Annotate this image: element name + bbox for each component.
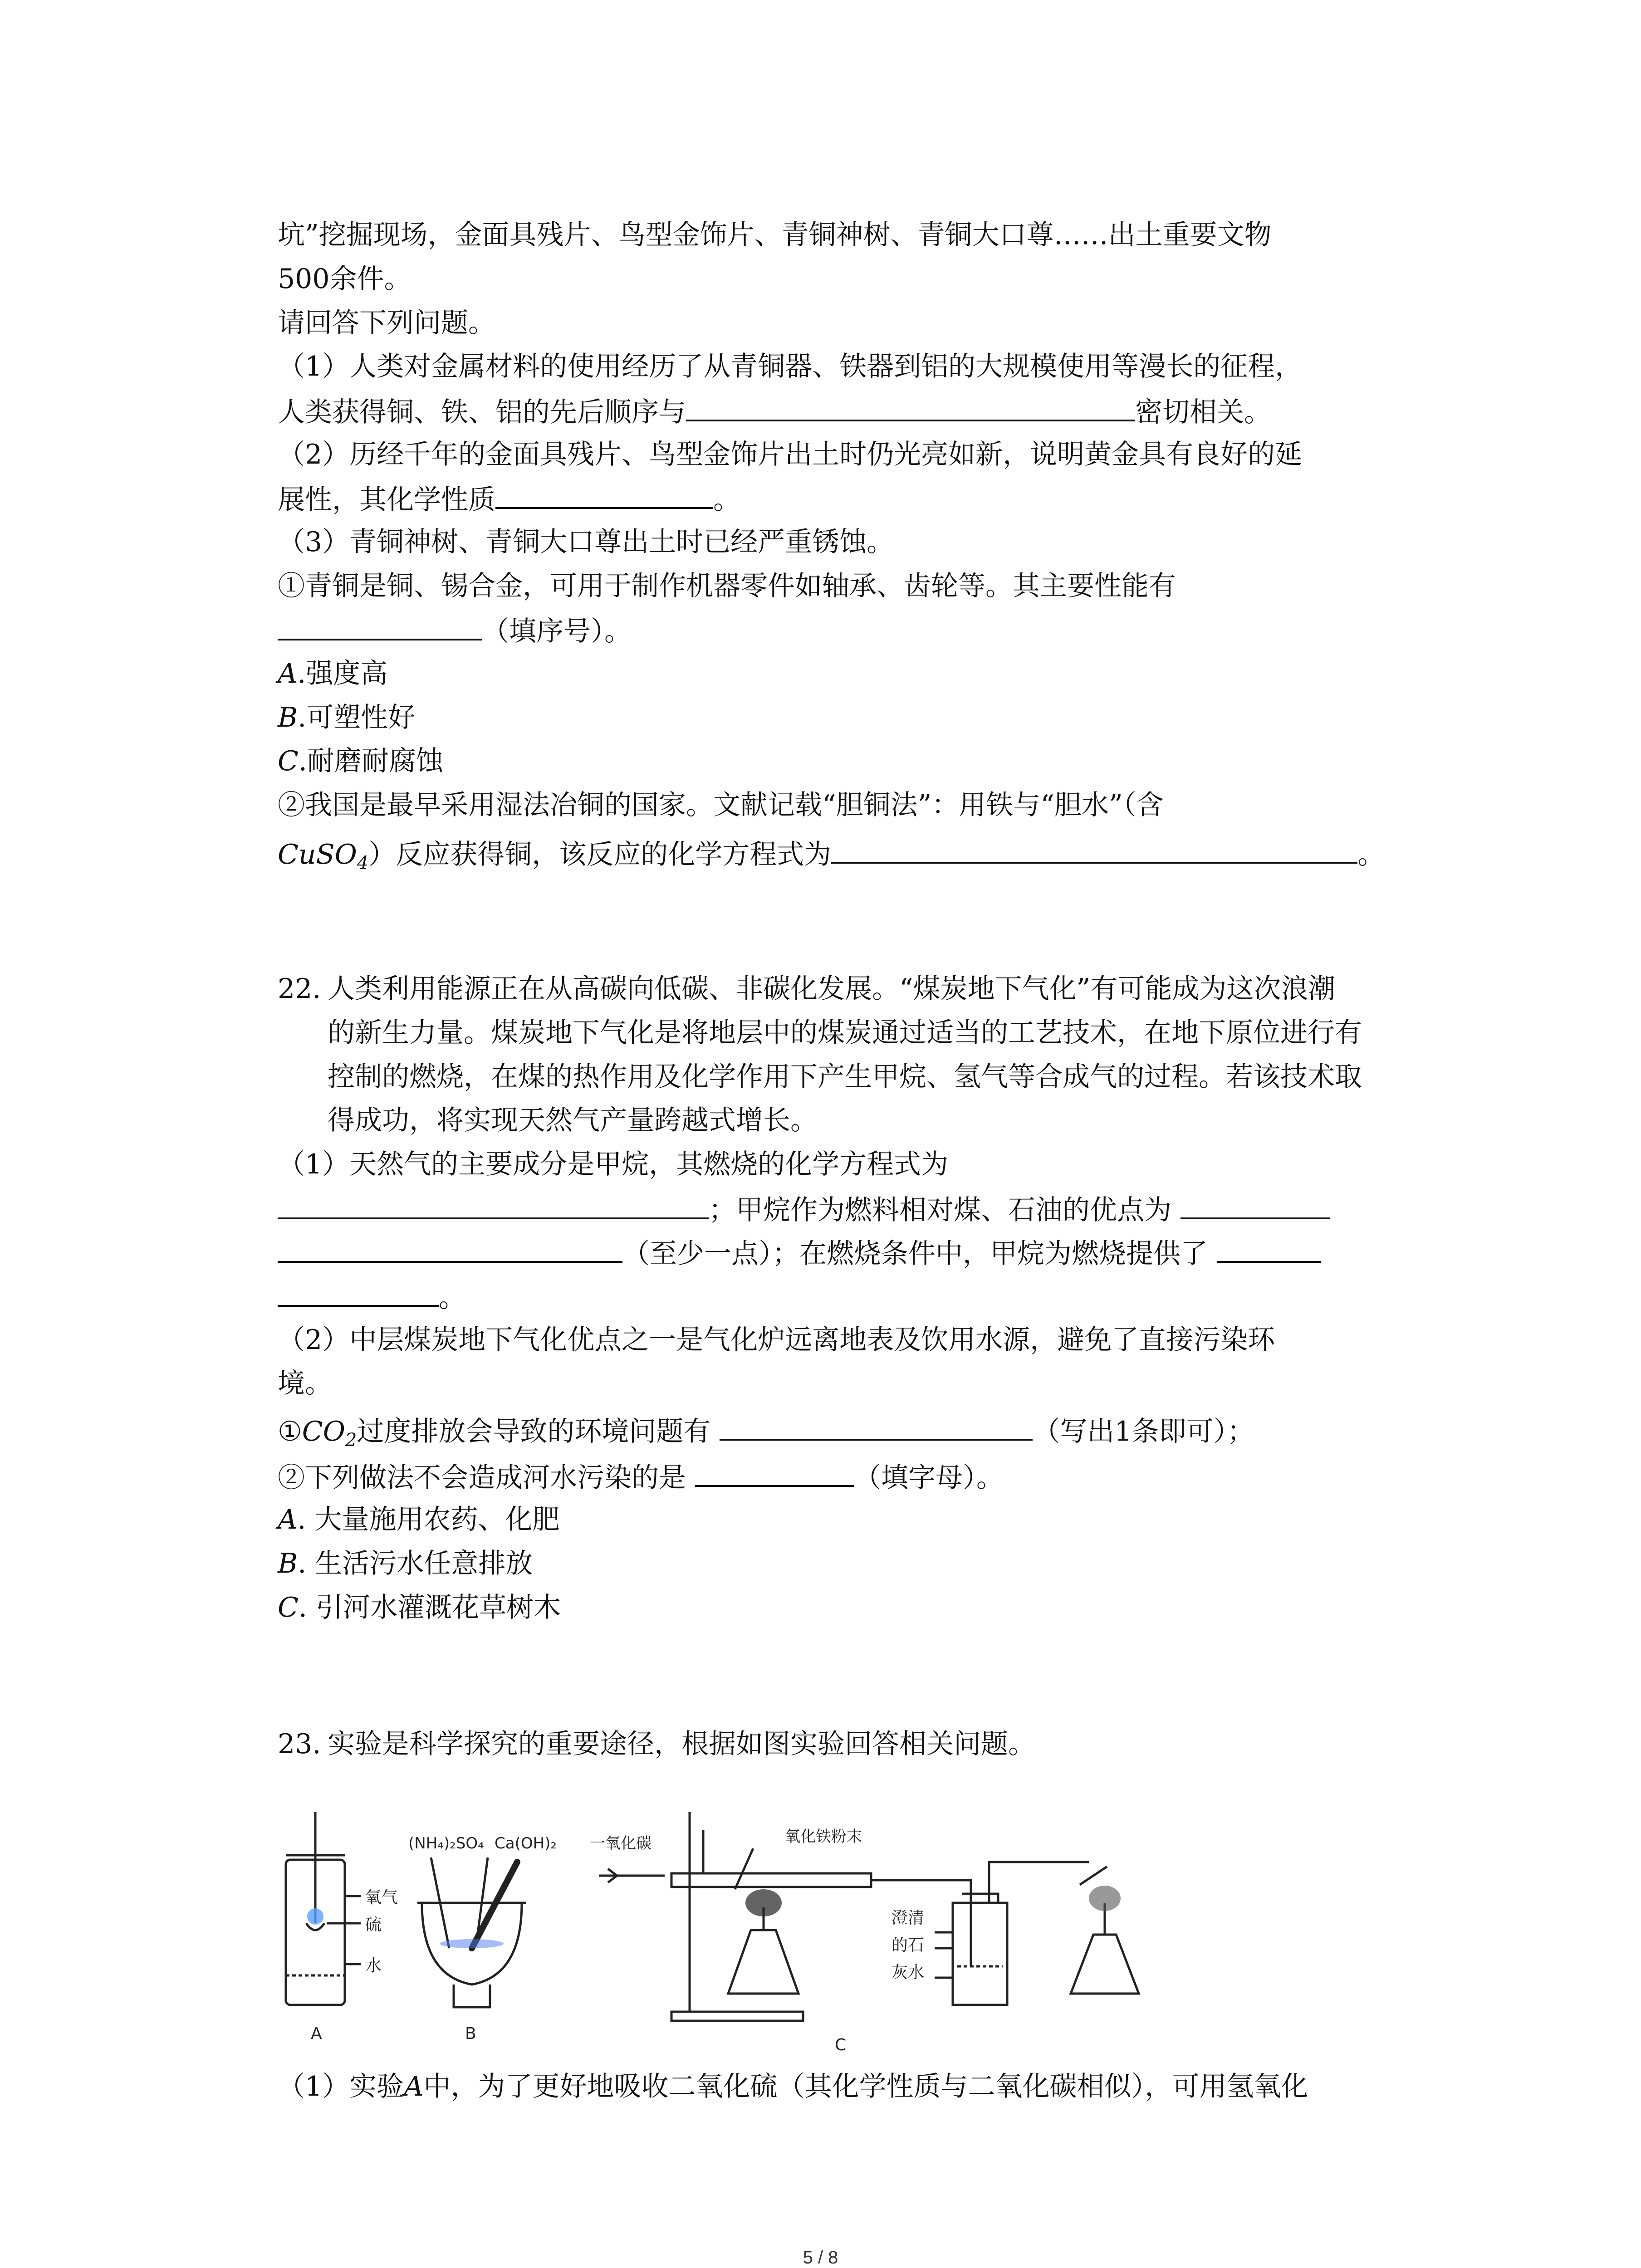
q22-option-a: A. 大量施用农药、化肥	[278, 1504, 560, 1535]
q21-equation-answer-blank[interactable]	[831, 835, 1357, 864]
q21-part2-text-a: 展性，其化学性质	[278, 484, 495, 516]
q22-advantage-answer-blank-2[interactable]	[278, 1234, 622, 1263]
label-limewater-1: 澄清	[892, 1909, 925, 1927]
label-ammonium-sulfate: (NH₄)₂SO₄	[408, 1834, 484, 1853]
q21-intro-line2: 500余件。	[278, 263, 411, 295]
q22-advantage-answer-blank[interactable]	[1181, 1190, 1330, 1219]
q22-part2-2: ②下列做法不会造成河水污染的是 （填字母）。	[278, 1458, 1004, 1496]
experiment-figure	[281, 1812, 1416, 2066]
q22-water-answer-blank[interactable]	[695, 1458, 854, 1487]
q22-line4: 得成功，将实现天然气产量跨越式增长。	[328, 1105, 818, 1136]
q21-part3-2-line1: ②我国是最早采用湿法冶铜的国家。文献记载“胆铜法”：用铁与“胆水”（含	[278, 789, 1164, 821]
q22-option-b: B. 生活污水任意排放	[278, 1548, 533, 1579]
label-limewater-3: 灰水	[892, 1963, 925, 1982]
q22-option-c: C. 引河水灌溉花草树木	[278, 1592, 561, 1623]
q22-part2-1: $①CO_2$过度排放会导致的环境问题有 （写出1条即可）；	[278, 1412, 1254, 1458]
q23-number: 23.	[278, 1728, 321, 1760]
label-limewater-2: 的石	[892, 1936, 925, 1955]
label-iron-oxide: 氧化铁粉末	[785, 1828, 862, 1846]
q21-part3-1-answer-blank[interactable]	[278, 611, 482, 640]
q22-equation-answer-blank[interactable]	[278, 1190, 709, 1219]
q21-part2-answer-blank[interactable]	[495, 480, 713, 509]
q22-part1-line1: （1）天然气的主要成分是甲烷，其燃烧的化学方程式为	[278, 1149, 949, 1180]
label-carbon-monoxide: 一氧化碳	[590, 1834, 652, 1853]
q21-part3-1-line1: ①青铜是铜、锡合金，可用于制作机器零件如轴承、齿轮等。其主要性能有	[278, 570, 1176, 602]
q21-part3-1-text: （填序号）。	[482, 616, 632, 647]
q21-part3-2-line2: CuSO$_4$）反应获得铜，该反应的化学方程式为 。	[278, 835, 1385, 881]
apparatus-a-gas-jar	[286, 1812, 361, 2005]
label-calcium-hydroxide: Ca(OH)₂	[495, 1834, 557, 1853]
q22-number: 22.	[278, 973, 321, 1005]
label-oxygen: 氧气	[365, 1888, 398, 1907]
q21-option-b: B.可塑性好	[278, 702, 416, 733]
cuso4-formula: CuSO	[278, 839, 357, 870]
label-a: A	[311, 2024, 322, 2043]
page-number: 5 / 8	[803, 2248, 838, 2268]
q23-part1: （1）实验A中，为了更好地吸收二氧化硫（其化学性质与二氧化碳相似），可用氢氧化	[278, 2071, 1308, 2102]
q21-part3: （3）青铜神树、青铜大口尊出土时已经严重锈蚀。	[278, 526, 894, 558]
q21-part1-line2	[278, 392, 1271, 430]
q22-environment-answer-blank[interactable]	[720, 1412, 1033, 1441]
q21-part2-text-b: 。	[713, 484, 740, 516]
q22-part2-line2: 境。	[278, 1368, 332, 1399]
q21-option-a: A.强度高	[278, 658, 388, 689]
label-sulfur: 硫	[365, 1916, 382, 1934]
label-c: C	[835, 2036, 847, 2054]
q21-part2-line1: （2）历经千年的金面具残片、鸟型金饰片出土时仍光亮如新，说明黄金具有良好的延	[278, 439, 1303, 470]
q21-part1-text-b: 密切相关。	[1135, 396, 1271, 428]
q22-combustion-answer-blank[interactable]	[1217, 1234, 1321, 1263]
q22-line1: 22. 人类利用能源正在从高碳向低碳、非碳化发展。“煤炭地下气化”有可能成为这次浪潮	[278, 971, 1335, 1007]
q22-part2-line1: （2）中层煤炭地下气化优点之一是气化炉远离地表及饮用水源，避免了直接污染环	[278, 1324, 1275, 1356]
q22-part1-line4: 。	[278, 1278, 466, 1316]
q23-line1: 23. 实验是科学探究的重要途径，根据如图实验回答相关问题。	[278, 1726, 1035, 1762]
q21-part3-1-line2	[278, 611, 632, 650]
q21-prompt: 请回答下列问题。	[278, 307, 495, 339]
label-b: B	[465, 2024, 476, 2043]
q21-part1-answer-blank[interactable]	[686, 392, 1135, 421]
q22-line2: 的新生力量。煤炭地下气化是将地层中的煤炭通过适当的工艺技术，在地下原位进行有	[328, 1017, 1362, 1049]
q22-combustion-answer-blank-2[interactable]	[278, 1278, 439, 1307]
label-water: 水	[365, 1956, 382, 1975]
q21-option-c: C.耐磨耐腐蚀	[278, 745, 443, 777]
q21-part2-line2	[278, 480, 740, 518]
q22-part1-line3: （至少一点）；在燃烧条件中，甲烷为燃烧提供了	[278, 1234, 1321, 1272]
q21-part1-text-a: 人类获得铜、铁、铝的先后顺序与	[278, 396, 686, 428]
q22-line3: 控制的燃烧，在煤的热作用及化学作用下产生甲烷、氢气等合成气的过程。若该技术取	[328, 1061, 1362, 1093]
q21-intro-line1: 坑”挖掘现场，金面具残片、鸟型金饰片、青铜神树、青铜大口尊……出土重要文物	[278, 219, 1272, 251]
apparatus-c-reduction-setup	[599, 1812, 1139, 2021]
co2-formula: CO	[302, 1416, 345, 1447]
apparatus-b-mortar	[417, 1857, 526, 2007]
q21-part1-line1: （1）人类对金属材料的使用经历了从青铜器、铁器到铝的大规模使用等漫长的征程，	[278, 351, 1303, 382]
q22-part1-line2: ；甲烷作为燃料相对煤、石油的优点为	[278, 1190, 1330, 1228]
